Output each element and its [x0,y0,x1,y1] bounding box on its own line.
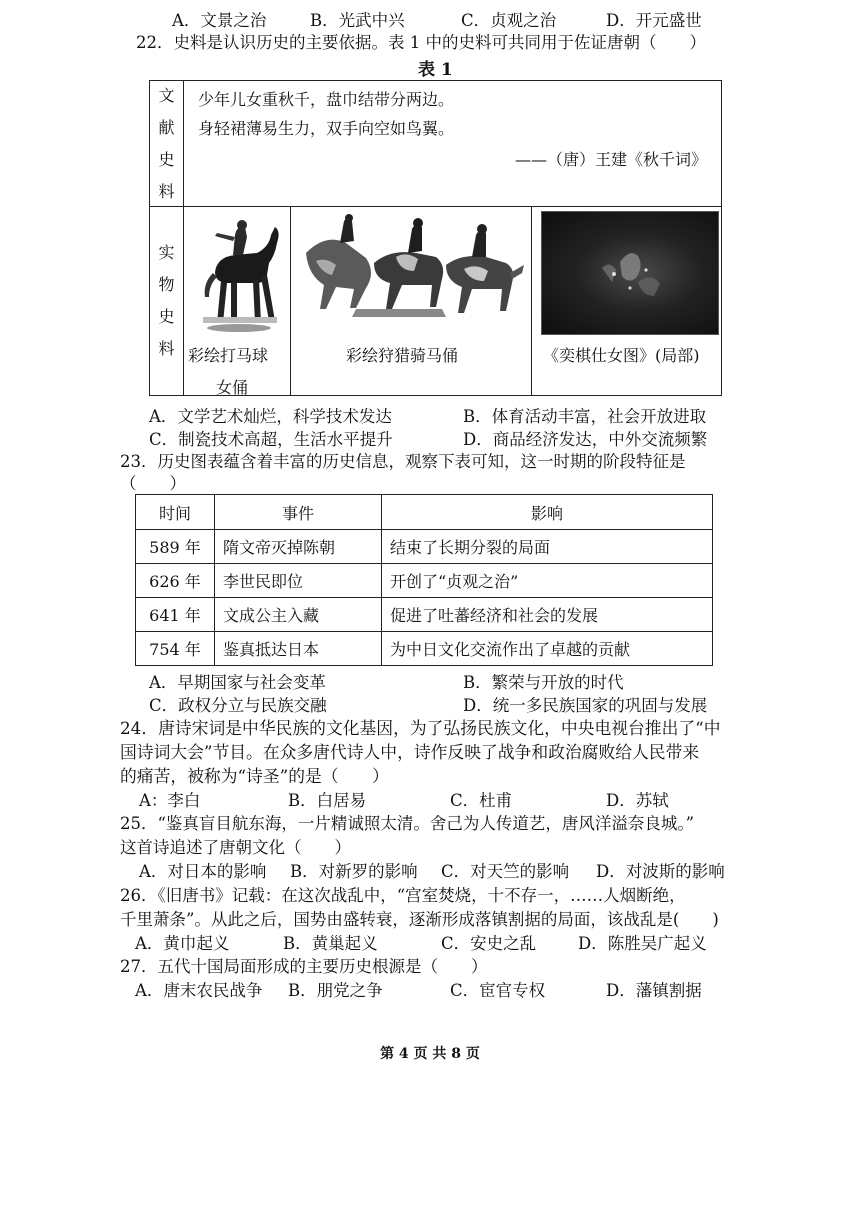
q24-line3: 的痛苦，被称为“诗圣”的是（ ） [120,766,389,786]
cell-year: 626 年 [136,564,215,598]
q27-stem: 27．五代十国局面形成的主要历史根源是（ ） [120,957,488,976]
q26-option-c: C．安史之乱 [441,934,537,953]
col-header-event: 事件 [215,495,382,530]
cell-event: 李世民即位 [215,564,382,598]
cell-impact: 开创了“贞观之治” [382,564,713,598]
q22-option-a: A．文学艺术灿烂，科学技术发达 [149,407,392,426]
table1-row-divider [150,206,721,207]
q23-option-b: B．繁荣与开放的时代 [463,673,624,692]
cell-event: 鉴真抵达日本 [215,632,382,666]
table1-col-divider [531,206,532,395]
q25-line2: 这首诗追述了唐朝文化（ ） [120,838,351,857]
col-header-time: 时间 [136,495,215,530]
q26-option-a: A．黄巾起义 [135,934,230,953]
q23-option-a: A．早期国家与社会变革 [149,673,326,692]
hunting-horsemen-image [296,213,526,333]
q27-option-c: C．宦官专权 [450,981,546,1000]
polo-figurine-image [195,217,283,333]
table-row [136,530,713,564]
table-row [136,632,713,666]
artifact-3-caption: 《奕棋仕女图》(局部) [543,346,700,365]
q25-option-b: B．对新罗的影响 [290,862,418,881]
q23-stem-line2: （ ） [120,474,186,493]
object-source-label [150,206,184,396]
q21-option-c: C．贞观之治 [461,11,557,30]
q21-option-d: D．开元盛世 [606,11,702,30]
poem-line-1: 少年儿女重秋千，盘巾结带分两边。 [198,90,455,109]
cell-year: 641 年 [136,598,215,632]
artifact-1-caption-line1: 彩绘打马球 [188,346,269,365]
cell-impact: 结束了长期分裂的局面 [382,530,713,564]
q21-option-a: A．文景之治 [172,11,267,30]
q24-option-b: B．白居易 [288,791,367,810]
q25-option-c: C．对天竺的影响 [441,862,570,881]
doc-label-char: 史 [158,149,175,169]
q23-option-d: D．统一多民族国家的巩固与发展 [463,696,708,715]
cell-event: 文成公主入藏 [215,598,382,632]
artifact-2-caption: 彩绘狩猎骑马俑 [346,346,459,365]
table-row [136,564,713,598]
weiqi-lady-painting-image [541,211,719,335]
q24-line1: 24．唐诗宋词是中华民族的文化基因，为了弘扬民族文化，中央电视台推出了“中 [120,718,721,738]
q26-option-d: D．陈胜吴广起义 [578,934,707,953]
q23-stem-line1: 23．历史图表蕴含着丰富的历史信息，观察下表可知，这一时期的阶段特征是 [120,452,686,471]
q22-option-d: D．商品经济发达，中外交流频繁 [463,430,708,449]
q22-stem: 22．史料是认识历史的主要依据。表 1 中的史料可共同用于佐证唐朝（ ） [136,33,706,52]
q26-line1: 26．《旧唐书》记载：在这次战乱中，“宫室焚烧，十不存一，……人烟断绝， [120,886,686,905]
q23-table [135,494,713,666]
q25-option-a: A．对日本的影响 [139,862,267,881]
cell-year: 589 年 [136,530,215,564]
q24-option-a: A：李白 [139,791,201,810]
table-1 [149,80,722,396]
q24-line2: 国诗词大会”节目。在众多唐代诗人中，诗作反映了战争和政治腐败给人民带来 [120,742,700,762]
cell-event: 隋文帝灭掉陈朝 [215,530,382,564]
obj-label-char: 物 [158,275,175,294]
doc-label-char: 文 [158,85,175,105]
q25-line1: 25．“鉴真盲目航东海，一片精诚照太清。舍己为人传道艺，唐风洋溢奈良城。” [120,814,695,833]
q24-option-c: C．杜甫 [450,791,513,810]
poem-source: ——（唐）王建《秋千词》 [514,150,707,169]
q22-option-b: B．体育活动丰富，社会开放进取 [463,407,707,426]
doc-label-char: 料 [158,181,175,201]
doc-source-label [150,81,184,206]
table1-col-divider [290,206,291,395]
table-header-row [136,495,713,530]
obj-label-char: 史 [158,307,175,326]
artifact-1-caption-line2: 女俑 [216,378,249,397]
q25-option-d: D．对波斯的影响 [596,862,725,881]
obj-label-char: 料 [158,339,175,358]
q26-line2: 千里萧条”。从此之后，国势由盛转衰，逐渐形成落镇割据的局面，该战乱是( ) [120,910,719,929]
q27-option-b: B．朋党之争 [288,981,383,1000]
cell-year: 754 年 [136,632,215,666]
doc-label-char: 献 [158,117,175,137]
poem-line-2: 身轻裙薄易生力，双手向空如鸟翼。 [198,119,455,138]
table1-caption: 表 1 [418,60,453,80]
obj-label-char: 实 [158,243,175,262]
q23-option-c: C．政权分立与民族交融 [149,696,327,715]
q21-option-b: B．光武中兴 [310,11,405,30]
q24-option-d: D．苏轼 [606,791,669,810]
cell-impact: 促进了吐蕃经济和社会的发展 [382,598,713,632]
table-row [136,598,713,632]
page-number: 第 4 页 共 8 页 [380,1046,480,1062]
q26-option-b: B．黄巢起义 [283,934,378,953]
q27-option-d: D．藩镇割据 [606,981,702,1000]
col-header-impact: 影响 [382,495,713,530]
q27-option-a: A．唐末农民战争 [135,981,263,1000]
cell-impact: 为中日文化交流作出了卓越的贡献 [382,632,713,666]
q22-option-c: C．制瓷技术高超，生活水平提升 [149,430,393,449]
